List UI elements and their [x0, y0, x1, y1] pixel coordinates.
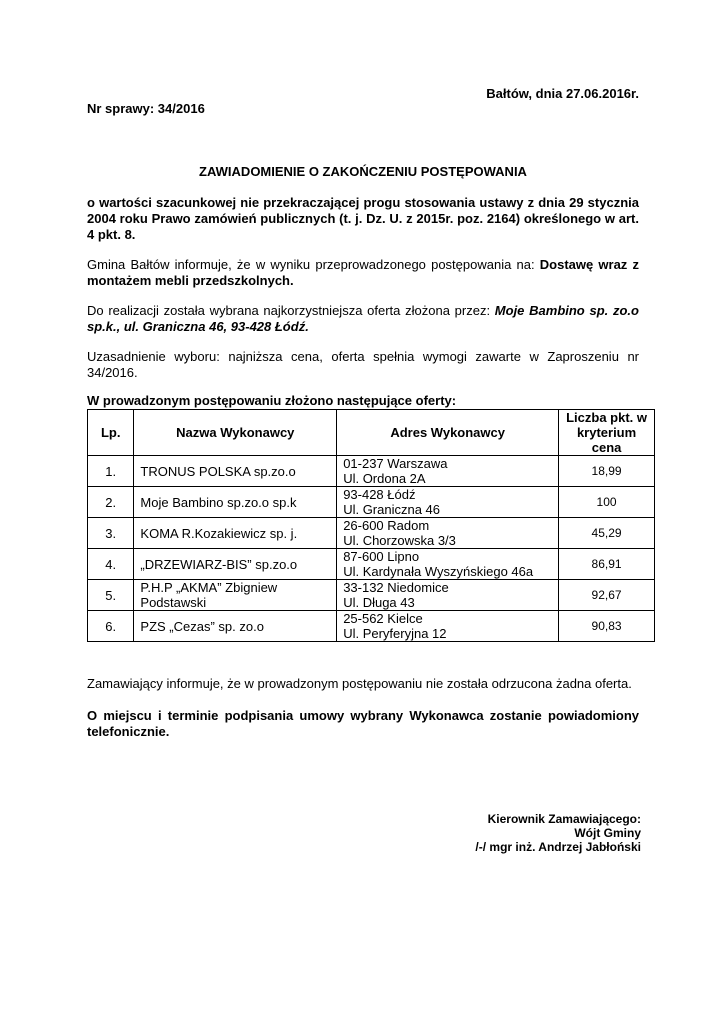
document-title: ZAWIADOMIENIE O ZAKOŃCZENIU POSTĘPOWANIA [199, 164, 527, 179]
signing-paragraph: O miejscu i terminie podpisania umowy wybrany Wykonawca zostanie powiadomiony telefonicznie. [87, 708, 639, 739]
document-page [87, 0, 648, 1024]
signature-name: /-/ mgr inż. Andrzej Jabłoński [475, 840, 641, 854]
cell-points: 45,29 [559, 518, 655, 549]
header-name: Nazwa Wykonawcy [134, 410, 337, 456]
table-row [88, 611, 655, 642]
table-row [88, 487, 655, 518]
address-line-1: 26-600 Radom [343, 518, 430, 533]
signature-office: Wójt Gminy [574, 826, 641, 840]
address-line-1: 93-428 Łódź [343, 487, 416, 502]
address-line-2: Ul. Długa 43 [343, 595, 415, 610]
justification-paragraph: Uzasadnienie wyboru: najniższa cena, oferta spełnia wymogi zawarte w Zaproszeniu nr 34/2016. [87, 349, 639, 380]
cell-points: 86,91 [559, 549, 655, 580]
header-lp: Lp. [88, 410, 134, 456]
table-header-row [88, 410, 655, 456]
address-line-2: Ul. Graniczna 46 [343, 502, 441, 517]
address-line-2: Ul. Kardynała Wyszyńskiego 46a [343, 564, 534, 579]
table-row [88, 549, 655, 580]
cell-lp: 6. [88, 611, 134, 642]
winner-name: Moje Bambino sp. zo.o sp.k., ul. Graniczna 46, 93-428 Łódź. [87, 303, 639, 334]
cell-lp: 2. [88, 487, 134, 518]
selected-offer-text: Do realizacji została wybrana najkorzystniejsza oferta złożona przez: [87, 303, 495, 318]
selected-offer-paragraph [87, 303, 639, 335]
case-number: Nr sprawy: 34/2016 [87, 101, 205, 116]
table-row [88, 456, 655, 487]
header-points: Liczba pkt. w kryterium cena [559, 410, 655, 456]
address-line-2: Ul. Ordona 2A [343, 471, 426, 486]
cell-lp: 1. [88, 456, 134, 487]
header-address: Adres Wykonawcy [337, 410, 559, 456]
cell-name: P.H.P „AKMA” Zbigniew Podstawski [134, 580, 337, 611]
cell-address [337, 611, 559, 642]
cell-address [337, 487, 559, 518]
cell-points: 100 [559, 487, 655, 518]
signature-block [475, 812, 641, 854]
cell-lp: 4. [88, 549, 134, 580]
offers-table [87, 409, 655, 642]
intro-paragraph: o wartości szacunkowej nie przekraczającej progu stosowania ustawy z dnia 29 stycznia 2004 roku Prawo zamówień publicznych (t. j. Dz. U. z 2015r. poz. 2164) określonego w art. 4 pkt. 8. [87, 195, 639, 242]
cell-name: KOMA R.Kozakiewicz sp. j. [134, 518, 337, 549]
cell-name: PZS „Cezas” sp. zo.o [134, 611, 337, 642]
cell-address [337, 549, 559, 580]
cell-address [337, 518, 559, 549]
table-row [88, 518, 655, 549]
address-line-1: 01-237 Warszawa [343, 456, 448, 471]
place-date: Bałtów, dnia 27.06.2016r. [486, 86, 639, 101]
cell-name: „DRZEWIARZ-BIS” sp.zo.o [134, 549, 337, 580]
cell-lp: 5. [88, 580, 134, 611]
result-text: Gmina Bałtów informuje, że w wyniku przeprowadzonego postępowania na: [87, 257, 540, 272]
table-row [88, 580, 655, 611]
address-line-2: Ul. Chorzowska 3/3 [343, 533, 456, 548]
address-line-2: Ul. Peryferyjna 12 [343, 626, 447, 641]
cell-name: TRONUS POLSKA sp.zo.o [134, 456, 337, 487]
address-line-1: 25-562 Kielce [343, 611, 423, 626]
cell-points: 90,83 [559, 611, 655, 642]
cell-name: Moje Bambino sp.zo.o sp.k [134, 487, 337, 518]
cell-points: 92,67 [559, 580, 655, 611]
offers-heading: W prowadzonym postępowaniu złożono następujące oferty: [87, 393, 457, 408]
signature-role: Kierownik Zamawiającego: [487, 812, 641, 826]
address-line-1: 33-132 Niedomice [343, 580, 449, 595]
cell-address [337, 580, 559, 611]
procurement-subject: Dostawę wraz z montażem mebli przedszkolnych. [87, 257, 639, 288]
cell-points: 18,99 [559, 456, 655, 487]
result-paragraph [87, 257, 639, 289]
cell-lp: 3. [88, 518, 134, 549]
rejection-paragraph: Zamawiający informuje, że w prowadzonym postępowaniu nie została odrzucona żadna oferta. [87, 676, 632, 691]
address-line-1: 87-600 Lipno [343, 549, 420, 564]
cell-address [337, 456, 559, 487]
